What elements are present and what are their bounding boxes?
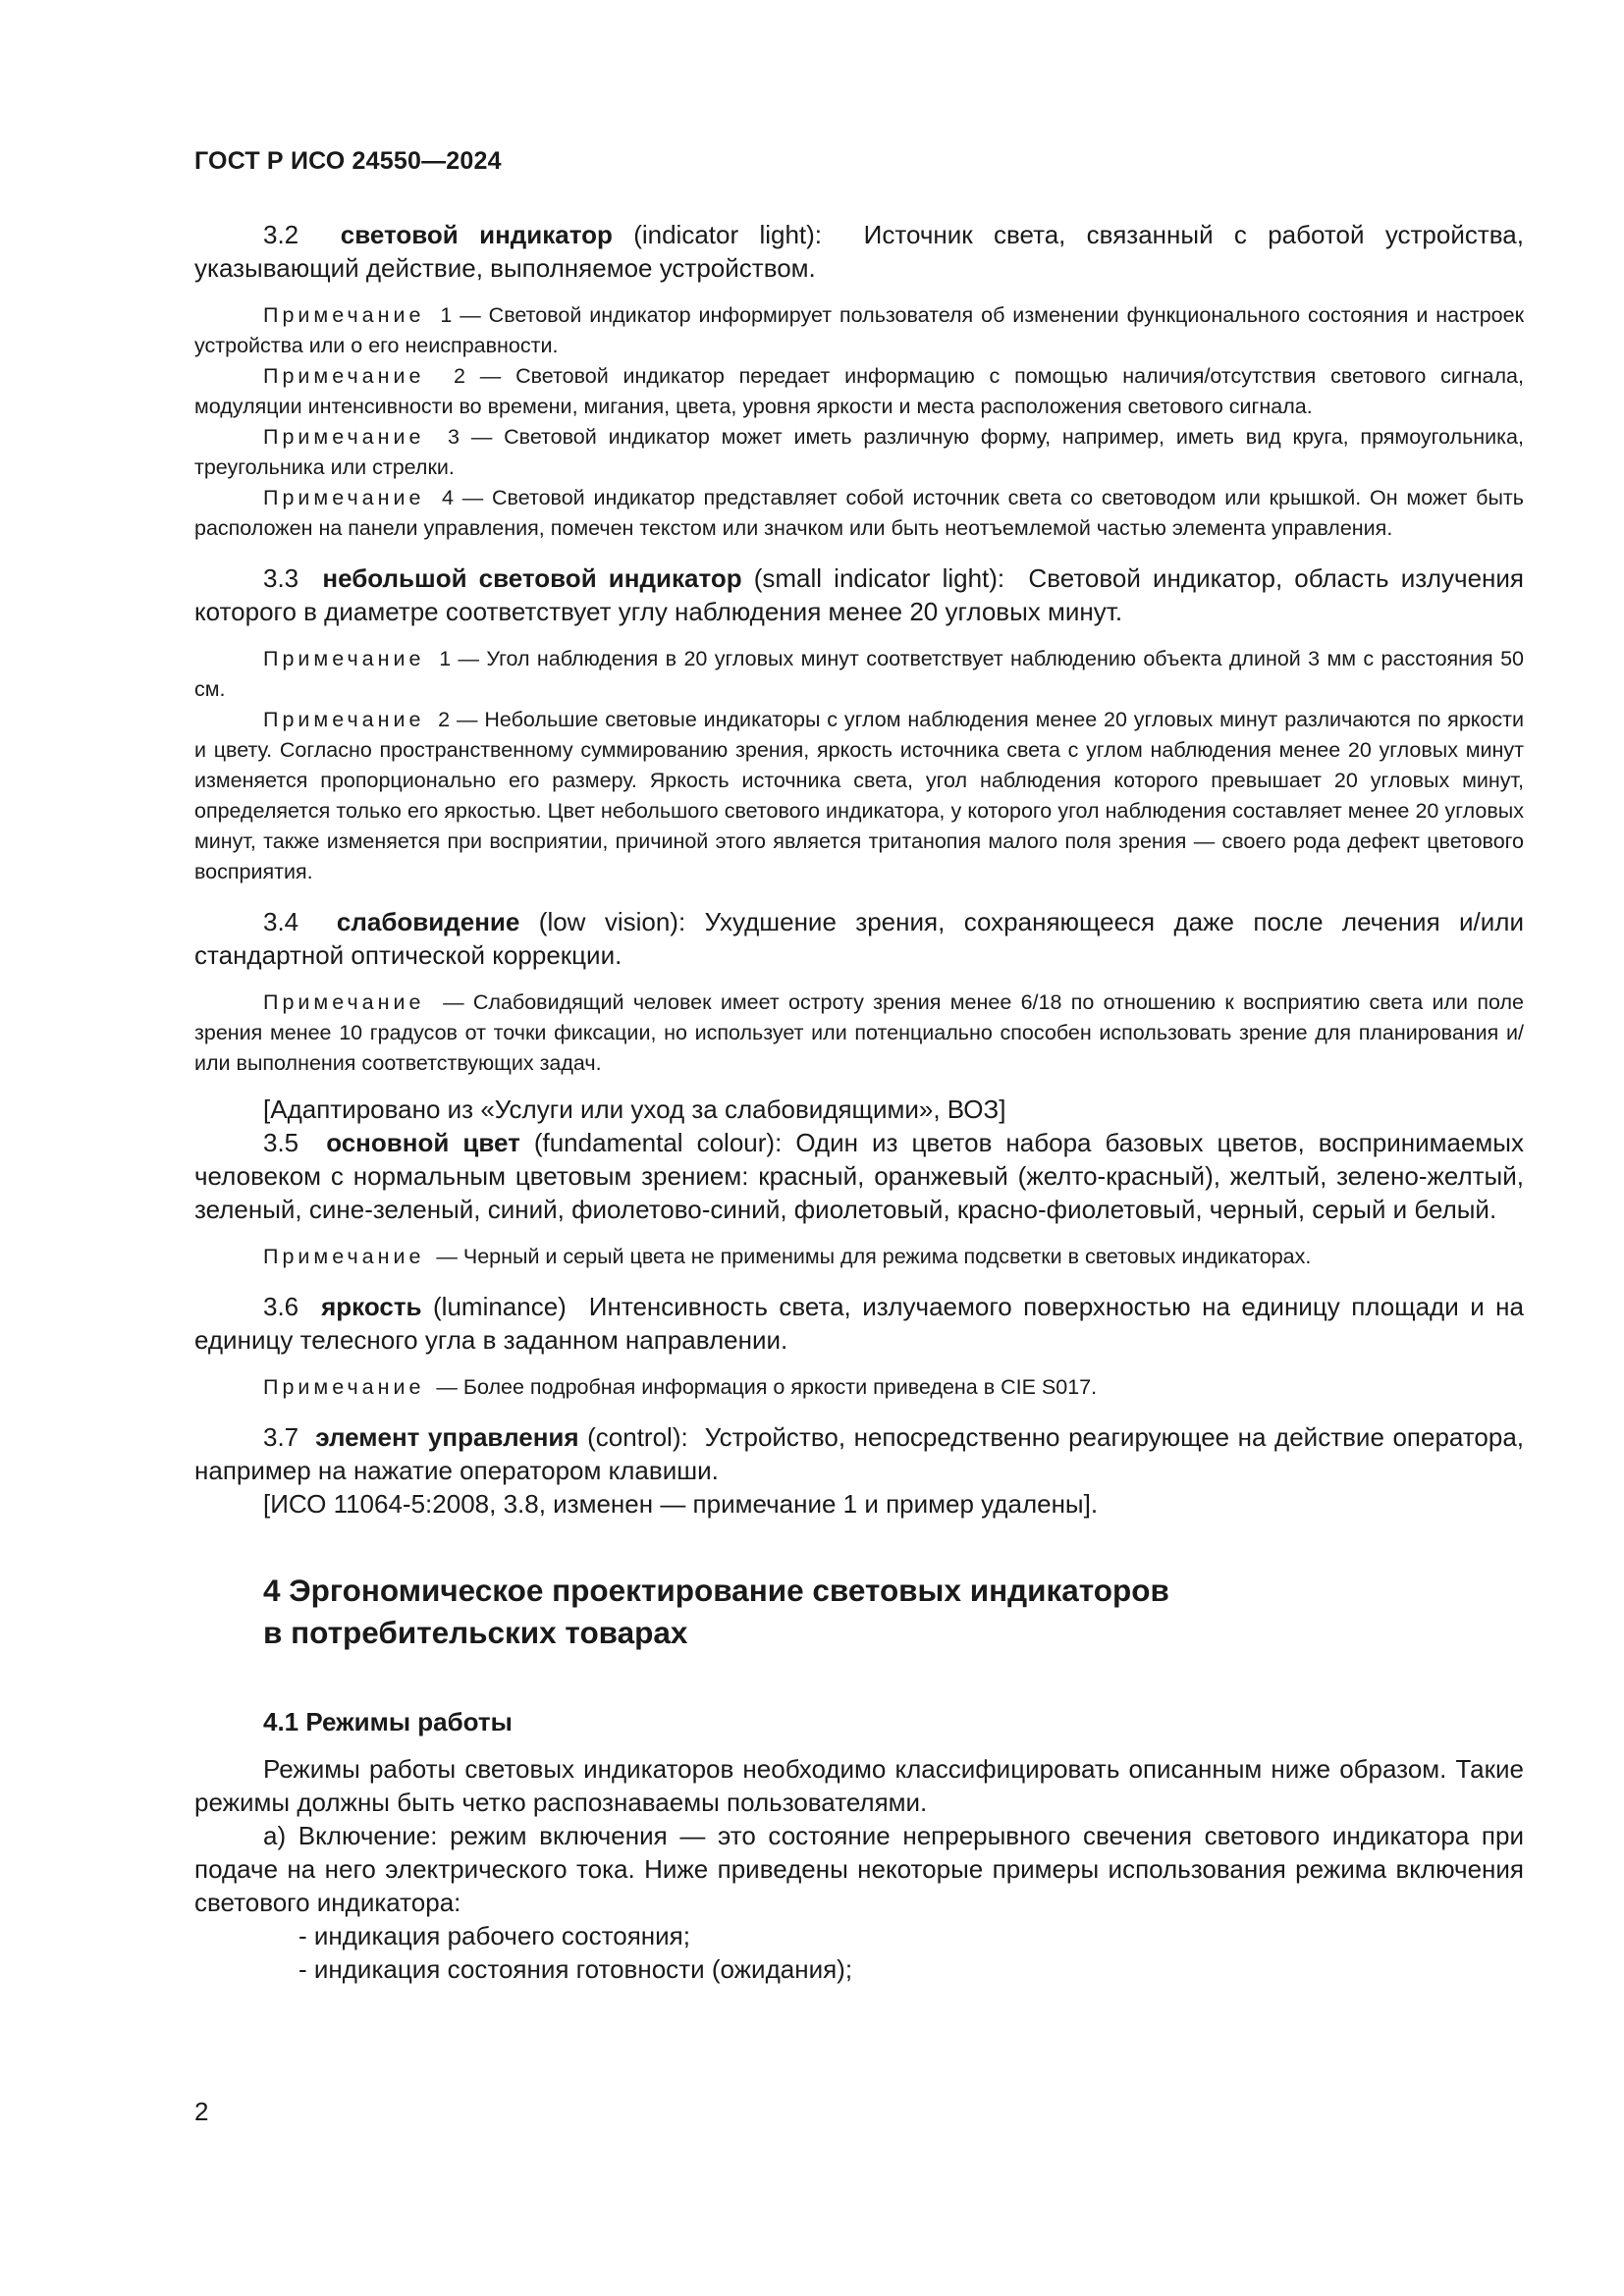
term-3-4: 3.4 слабовидение (low vision): Ухудшение зрения, сохраняющееся даже после лечения и/или стандартной оптической коррекции.: [194, 907, 1525, 970]
list-item: - индикация состояния готовности (ожидания);: [298, 1954, 853, 1984]
section-4-1-paragraph-2: a) Включение: режим включения — это состояние непрерывного свечения светового индикатора при подаче на него электрического тока. Ниже приведены некоторые примеры использования режима включения светового индикатора:: [194, 1821, 1524, 1917]
source-3-7: [ИСО 11064-5:2008, 3.8, изменен — примечание 1 и пример удалены].: [263, 1489, 1099, 1519]
term-3-5: 3.5 основной цвет (fundamental colour): Один из цветов набора базовых цветов, воспринимаемых человеком с нормальным цветовым зрением: красный, оранжевый (желто-красный), желтый, зелено-желтый, зеленый, сине-зеленый, синий, фиолетово-синий, фиолетовый, красно-фиолетовый, черный, серый и белый.: [194, 1128, 1524, 1224]
term-3-3-name: небольшой световой индикатор: [322, 563, 742, 593]
term-3-7-name: элемент управления: [315, 1422, 579, 1452]
section-4-title: 4 Эргономическое проектирование световых индикаторов в потребительских товарах: [263, 1573, 1169, 1650]
source-3-4: [Адаптировано из «Услуги или уход за слабовидящими», ВОЗ]: [263, 1095, 1006, 1124]
note-3-2-2: Примечание 2 — Световой индикатор передает информацию с помощью наличия/отсутствия светового сигнала, модуляции интенсивности во времени, мигания, цвета, уровня яркости и места расположения светового сигнала.: [194, 364, 1524, 418]
term-3-2: 3.2 световой индикатор (indicator light): Источник света, связанный с работой устройства, указывающий действие, выполняемое устройством.: [194, 220, 1524, 283]
subsection-4-1-title: 4.1 Режимы работы: [263, 1707, 513, 1736]
term-3-7: 3.7 элемент управления (control): Устройство, непосредственно реагирующее на действие оператора, например на нажатие оператором клавиши.: [194, 1422, 1525, 1485]
term-3-6: 3.6 яркость (luminance) Интенсивность света, излучаемого поверхностью на единицу площади и на единицу телесного угла в заданном направлении.: [194, 1292, 1525, 1355]
page-number: 2: [194, 2097, 209, 2126]
term-3-5-name: основной цвет: [326, 1128, 520, 1157]
term-3-4-name: слабовидение: [336, 907, 520, 936]
document-body: [194, 218, 1524, 1986]
note-3-2-1: Примечание 1 — Световой индикатор информирует пользователя об изменении функционального состояния и настроек устройства или о его неисправности.: [194, 303, 1524, 357]
note-3-5: Примечание — Черный и серый цвета не применимы для режима подсветки в световых индикаторах.: [263, 1245, 1312, 1268]
list-item: - индикация рабочего состояния;: [298, 1921, 690, 1950]
term-3-3: 3.3 небольшой световой индикатор (small indicator light): Световой индикатор, область излучения которого в диаметре соответствует углу наблюдения менее 20 угловых минут.: [194, 563, 1524, 626]
note-3-2-4: Примечание 4 — Световой индикатор представляет собой источник света со световодом или крышкой. Он может быть расположен на панели управления, помечен текстом или значком или быть неотъемлемой частью элемента управления.: [194, 486, 1524, 540]
term-3-6-name: яркость: [321, 1292, 422, 1321]
note-3-3-2: Примечание 2 — Небольшие световые индикаторы с углом наблюдения менее 20 угловых минут различаются по яркости и цвету. Согласно пространственному суммированию зрения, яркость источника света с углом наблюдения менее 20 угловых минут изменяется пропорционально его размеру. Яркость источника света, угол наблюдения которого превышает 20 угловых минут, определяется только его яркостью. Цвет небольшого светового индикатора, у которого угол наблюдения составляет менее 20 угловых минут, также изменяется при восприятии, причиной этого является тританопия малого поля зрения — своего рода дефект цветового восприятия.: [194, 708, 1524, 883]
section-4-1-paragraph-1: Режимы работы световых индикаторов необходимо классифицировать описанным ниже образом. Такие режимы должны быть четко распознаваемы пользователями.: [194, 1754, 1524, 1817]
document-header: ГОСТ Р ИСО 24550—2024: [194, 147, 502, 175]
note-3-2-3: Примечание 3 — Световой индикатор может иметь различную форму, например, иметь вид круга, прямоугольника, треугольника или стрелки.: [194, 425, 1524, 479]
note-3-6: Примечание — Более подробная информация о яркости приведена в CIE S017.: [263, 1375, 1098, 1399]
note-3-4: Примечание — Слабовидящий человек имеет остроту зрения менее 6/18 по отношению к восприятию света или поле зрения менее 10 градусов от точки фиксации, но использует или потенциально способен использовать зрение для планирования и/или выполнения соответствующих задач.: [194, 990, 1524, 1075]
term-3-2-name: световой индикатор: [340, 220, 613, 249]
note-3-3-1: Примечание 1 — Угол наблюдения в 20 угловых минут соответствует наблюдению объекта длиной 3 мм с расстояния 50 см.: [194, 647, 1524, 701]
